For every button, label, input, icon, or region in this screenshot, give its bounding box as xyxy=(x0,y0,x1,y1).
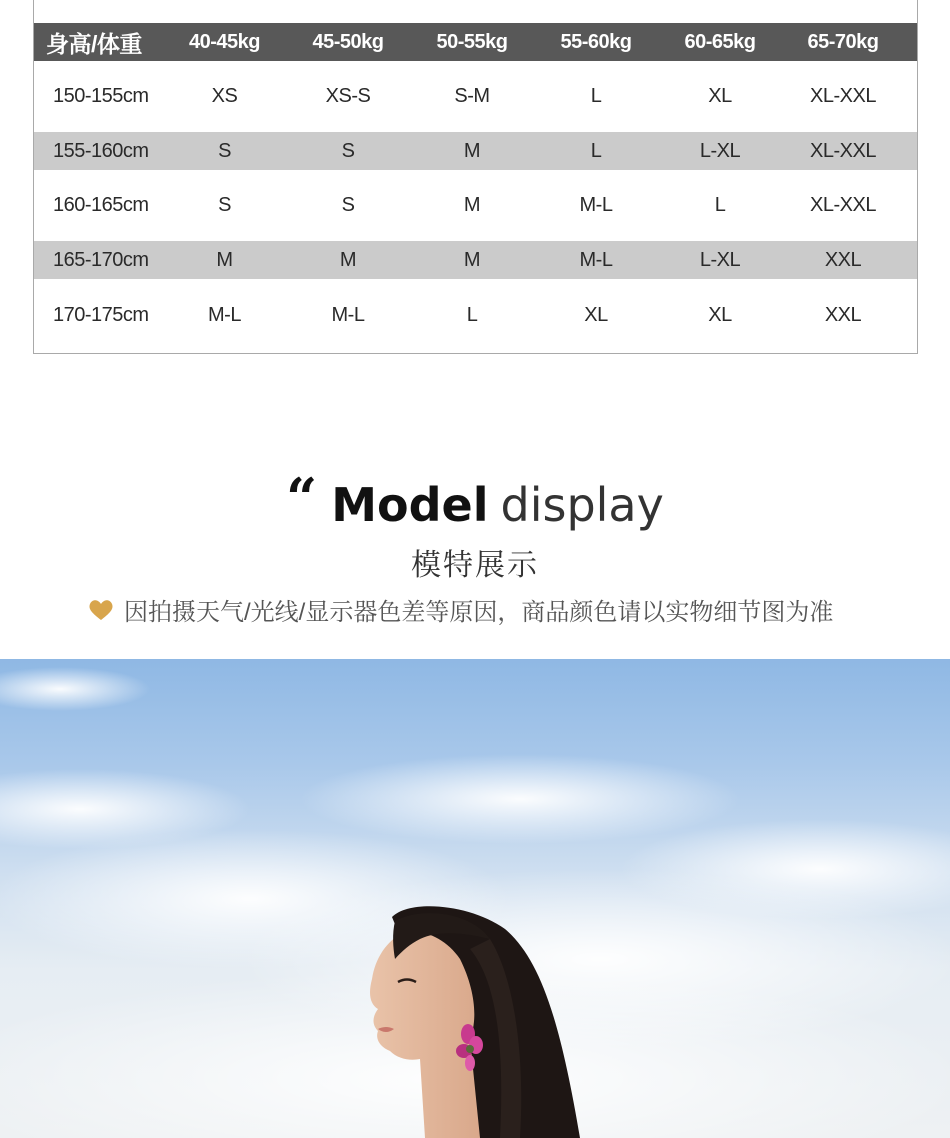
color-notice-text: 因拍摄天气/光线/显示器色差等原因，商品颜色请以实物细节图为准 xyxy=(124,599,834,626)
size-cell: XL xyxy=(708,85,732,107)
table-row xyxy=(34,132,917,170)
header-cell: 40-45kg xyxy=(189,30,260,53)
size-cell: M-L xyxy=(579,194,613,216)
heading-bold-word: Model xyxy=(331,478,489,532)
heart-icon xyxy=(88,598,114,622)
size-cell: XS xyxy=(211,85,238,107)
header-cell: 45-50kg xyxy=(312,30,384,53)
table-row xyxy=(34,61,917,132)
size-cell: L xyxy=(590,85,602,107)
size-cell: L xyxy=(590,139,602,162)
height-cell: 160-165cm xyxy=(53,194,149,216)
size-cell: S-M xyxy=(454,85,490,107)
quote-mark-icon: “ xyxy=(286,466,318,530)
size-cell: L-XL xyxy=(699,248,741,271)
heading-light-word: display xyxy=(500,478,664,532)
model-display-heading xyxy=(0,466,950,532)
table-row xyxy=(34,241,917,279)
size-cell: XL-XXL xyxy=(810,139,876,162)
table-row xyxy=(34,170,917,241)
heart-shape xyxy=(89,600,112,620)
model-photo xyxy=(0,659,950,1138)
size-cell: XL-XXL xyxy=(810,85,876,107)
cloud xyxy=(300,754,740,844)
size-cell: XS-S xyxy=(325,85,371,107)
size-cell: L xyxy=(466,304,478,326)
cloud xyxy=(0,667,150,711)
size-cell: S xyxy=(341,194,355,216)
size-cell: XXL xyxy=(824,304,862,326)
size-cell: XL xyxy=(584,304,608,326)
height-cell: 165-170cm xyxy=(53,248,149,271)
size-cell: XL-XXL xyxy=(810,194,876,216)
size-cell: M-L xyxy=(331,304,365,326)
size-cell: L-XL xyxy=(699,139,741,162)
size-cell: XXL xyxy=(824,248,862,271)
model-photo-illustration xyxy=(0,659,950,1138)
size-cell: M-L xyxy=(208,304,241,326)
header-cell: 60-65kg xyxy=(684,30,756,53)
size-cell: L xyxy=(714,194,726,216)
height-cell: 155-160cm xyxy=(53,139,149,162)
size-cell: S xyxy=(218,139,231,162)
size-cell: M xyxy=(463,248,481,271)
size-cell: M xyxy=(216,248,233,271)
size-chart-table xyxy=(33,0,918,354)
size-cell: M xyxy=(463,139,481,162)
size-cell: M-L xyxy=(579,248,613,271)
header-cell: 50-55kg xyxy=(436,30,508,53)
header-cell: 65-70kg xyxy=(807,30,879,53)
height-cell: 170-175cm xyxy=(53,304,149,326)
size-cell: XL xyxy=(708,304,732,326)
table-top-gap xyxy=(34,0,917,23)
color-notice xyxy=(88,592,908,627)
model-display-subtitle: 模特展示 xyxy=(411,549,539,582)
header-cell: 身高/体重 xyxy=(46,30,142,57)
size-cell: M xyxy=(339,248,357,271)
table-row xyxy=(34,279,917,352)
size-cell: S xyxy=(218,194,231,216)
header-cell: 55-60kg xyxy=(560,30,632,53)
size-cell: M xyxy=(463,194,481,216)
size-cell: S xyxy=(341,139,355,162)
table-header-row xyxy=(34,23,917,61)
height-cell: 150-155cm xyxy=(53,85,149,107)
